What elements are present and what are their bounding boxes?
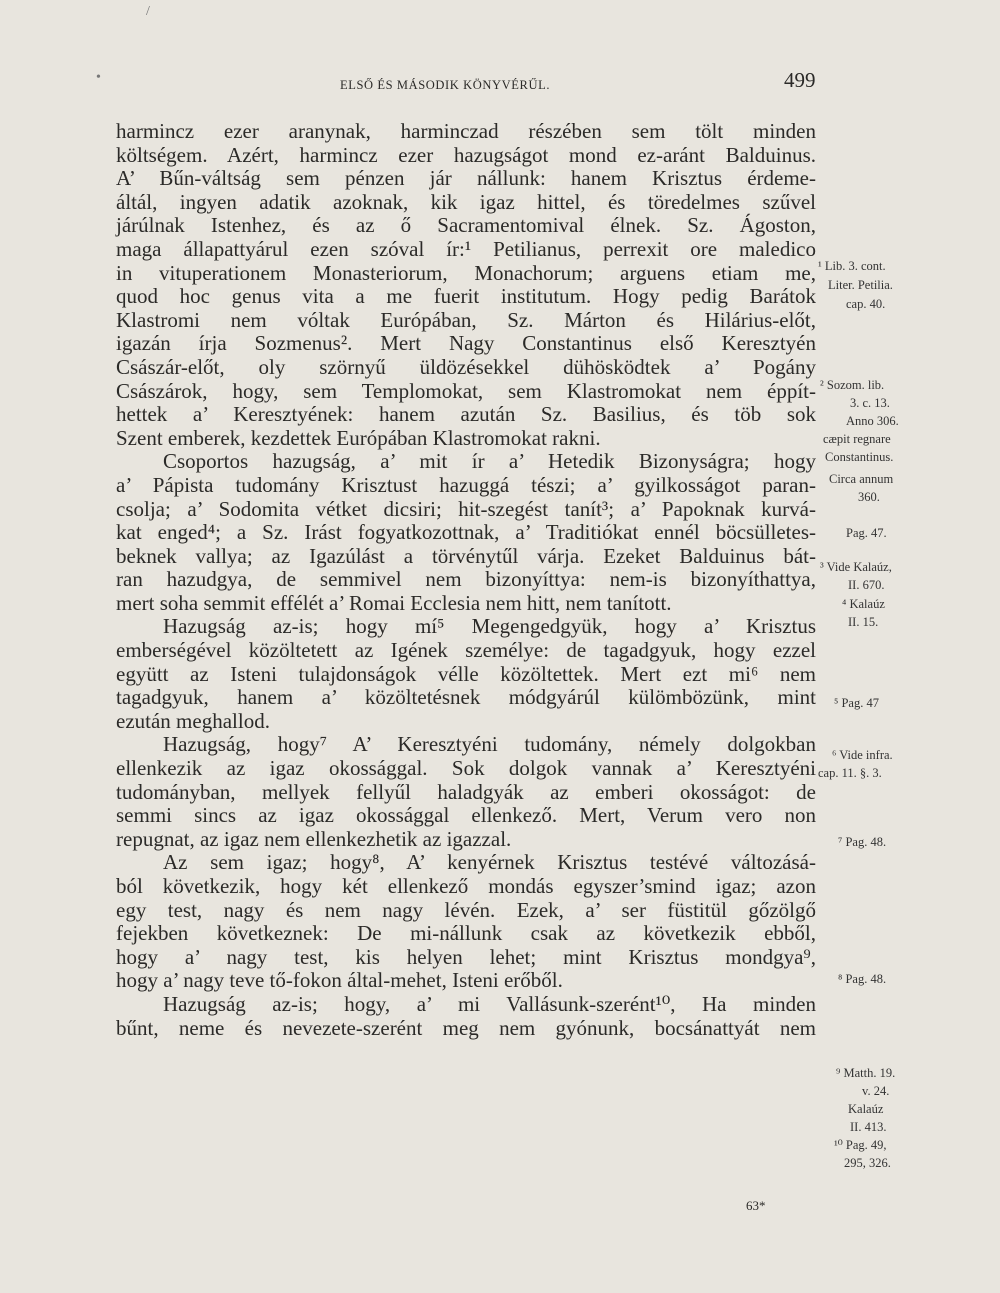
paragraph-first-line: Hazugság az-is; hogy, a’ mi Vallásunk-szerént¹⁰, Ha minden: [163, 991, 816, 1016]
margin-note: Kalaúz: [848, 1102, 884, 1116]
margin-note: ⁷ Pag. 48.: [838, 835, 887, 849]
margin-note: ⁴ Kalaúz: [842, 597, 885, 611]
text-line: tagadgyuk, hanem a’ közöltetésnek módgyárúl külömbözünk, mint: [116, 685, 816, 710]
margin-note: ⁸ Pag. 48.: [838, 972, 887, 986]
text-line: semmi sincs az igaz okossággal ellenkező. Mert, Verum vero non: [116, 803, 816, 828]
margin-note: 360.: [858, 490, 880, 504]
margin-note: cæpit regnare: [823, 432, 891, 446]
margin-note: Pag. 47.: [846, 526, 887, 540]
margin-note: ⁶ Vide infra.: [832, 748, 893, 762]
paragraph-first-line: Hazugság az-is; hogy mí⁵ Megengedgyük, hogy a’ Krisztus: [163, 614, 816, 639]
paper-mark: /: [146, 4, 150, 19]
margin-note: v. 24.: [862, 1084, 890, 1098]
text-line: együtt az Isteni tulajdonságok vélle közöltettek. Mert ezt mi⁶ nem: [116, 661, 816, 686]
margin-note: Liter. Petilia.: [828, 278, 893, 292]
text-line: járúlnak Istenhez, és az ő Sacramentomival élnek. Sz. Ágoston,: [116, 213, 816, 238]
text-line: költségem. Azért, harmincz ezer hazugságot mond ez-aránt Balduinus.: [116, 142, 816, 167]
text-line: ezután meghallod.: [116, 708, 270, 733]
text-line: Szent emberek, kezdettek Európában Klastromokat rakni.: [116, 425, 601, 450]
text-line: ran hazudgya, de semmivel nem bizonyíttya: nem-is bizonyíthattya,: [116, 567, 816, 592]
paragraph-first-line: Hazugság, hogy⁷ A’ Keresztyéni tudomány, némely dolgokban: [163, 732, 816, 757]
text-line: Klastromi nem vóltak Európában, Sz. Márton és Hilárius-előt,: [116, 307, 816, 332]
text-line: maga állapattyárul ezen szóval ír:¹ Petilianus, perrexit ore maledico: [116, 236, 816, 261]
text-line: harmincz ezer aranynak, harminczad részében sem tölt minden: [116, 119, 816, 143]
margin-note: cap. 40.: [846, 297, 886, 311]
page-number: 499: [784, 68, 816, 92]
running-header: ELSŐ ÉS MÁSODIK KÖNYVÉRŰL.: [340, 78, 551, 92]
text-line: hogy a’ nagy test, kis helyen lehet; mint Krisztus mondgya⁹,: [116, 944, 816, 969]
text-line: tudományban, mellyek fellyűl haladgyák az emberi okosságot: de: [116, 779, 816, 804]
margin-note: II. 670.: [848, 578, 885, 592]
signature-mark: 63*: [746, 1198, 766, 1213]
paper-mark: •: [96, 70, 101, 85]
margin-note: 295, 326.: [844, 1156, 891, 1170]
margin-note: 3. c. 13.: [850, 396, 890, 410]
margin-note: Anno 306.: [846, 414, 899, 428]
text-line: ból következik, hogy két ellenkező mondás egyszer’smind igaz; azon: [116, 874, 816, 898]
text-line: bűnt, neme és nevezete-szerént meg nem gyónunk, bocsánattyát nem: [116, 1015, 816, 1040]
margin-note: Circa annum: [829, 472, 894, 486]
text-line: Császár-előt, oly szörnyű üldözésekkel dühösködtek a’ Pogány: [116, 354, 816, 379]
margin-note: ⁹ Matth. 19.: [836, 1066, 896, 1080]
text-line: emberségével közöltetett az Igének személye: de tagadgyuk, hogy ezzel: [116, 638, 816, 663]
text-line: hettek a’ Keresztyének: hanem azután Sz. Basilius, és töb sok: [116, 402, 816, 427]
text-line: a’ Pápista tudomány Krisztust hazuggá tészi; a’ gyilkosságot paran-: [116, 472, 816, 497]
text-line: quod hoc genus vita a me fuerit institutum. Hogy pedig Barátok: [116, 284, 816, 309]
text-line: A’ Bűn-váltság sem pénzen jár nállunk: hanem Krisztus érdeme-: [116, 166, 816, 191]
text-line: csolja; a’ Sodomita vétket dicsiri; hit-szegést tanít³; a’ Papoknak kurvá-: [116, 496, 816, 521]
body-text: [116, 120, 816, 1040]
text-line: kat enged⁴; a Sz. Irást fogyatkozottnak, a’ Traditiókat ennél böcsülletes-: [116, 520, 816, 545]
margin-note: ¹ Lib. 3. cont.: [818, 259, 886, 273]
text-line: egy test, nagy és nem nagy lévén. Ezek, a’ ser füstitül gőzölgő: [116, 897, 816, 922]
text-line: in vituperationem Monasteriorum, Monachorum; arguens etiam me,: [116, 260, 816, 285]
margin-note: II. 413.: [850, 1120, 887, 1134]
text-line: fejekben következnek: De mi-nállunk csak az következik ebből,: [116, 921, 816, 946]
margin-note: ⁵ Pag. 47: [834, 696, 879, 710]
margin-note: ¹⁰ Pag. 49,: [834, 1138, 887, 1152]
margin-note: ³ Vide Kalaúz,: [820, 560, 892, 574]
text-line: Császárok, hogy, sem Templomokat, sem Klastromokat nem éppít-: [116, 378, 816, 403]
margin-note: cap. 11. §. 3.: [818, 766, 882, 780]
text-line: igazán írja Sozmenus². Mert Nagy Constantinus első Keresztyén: [116, 331, 816, 356]
margin-note: II. 15.: [848, 615, 879, 629]
margin-note: ² Sozom. lib.: [820, 378, 885, 392]
paragraph-first-line: Csoportos hazugság, a’ mit ír a’ Hetedik Bizonyságra; hogy: [163, 449, 816, 474]
text-line: ellenkezik az igaz okossággal. Sok dolgok vannak a’ Keresztyéni: [116, 756, 816, 781]
text-line: hogy a’ nagy teve tő-fokon által-mehet, Isteni erőből.: [116, 968, 563, 993]
text-line: beknek vallya; az Igazúlást a törvénytűl várja. Ezeket Balduinus bát-: [116, 543, 816, 568]
margin-note: Constantinus.: [825, 450, 894, 464]
text-line: mert soha semmit effélét a’ Romai Ecclesia nem hitt, nem tanított.: [116, 590, 672, 615]
paragraph-first-line: Az sem igaz; hogy⁸, A’ kenyérnek Krisztus testévé változásá-: [163, 850, 816, 875]
text-line: áltál, ingyen adatik azoknak, kik igaz hittel, és töredelmes szűvel: [116, 189, 816, 214]
text-line: repugnat, az igaz nem ellenkezhetik az igazzal.: [116, 826, 512, 851]
